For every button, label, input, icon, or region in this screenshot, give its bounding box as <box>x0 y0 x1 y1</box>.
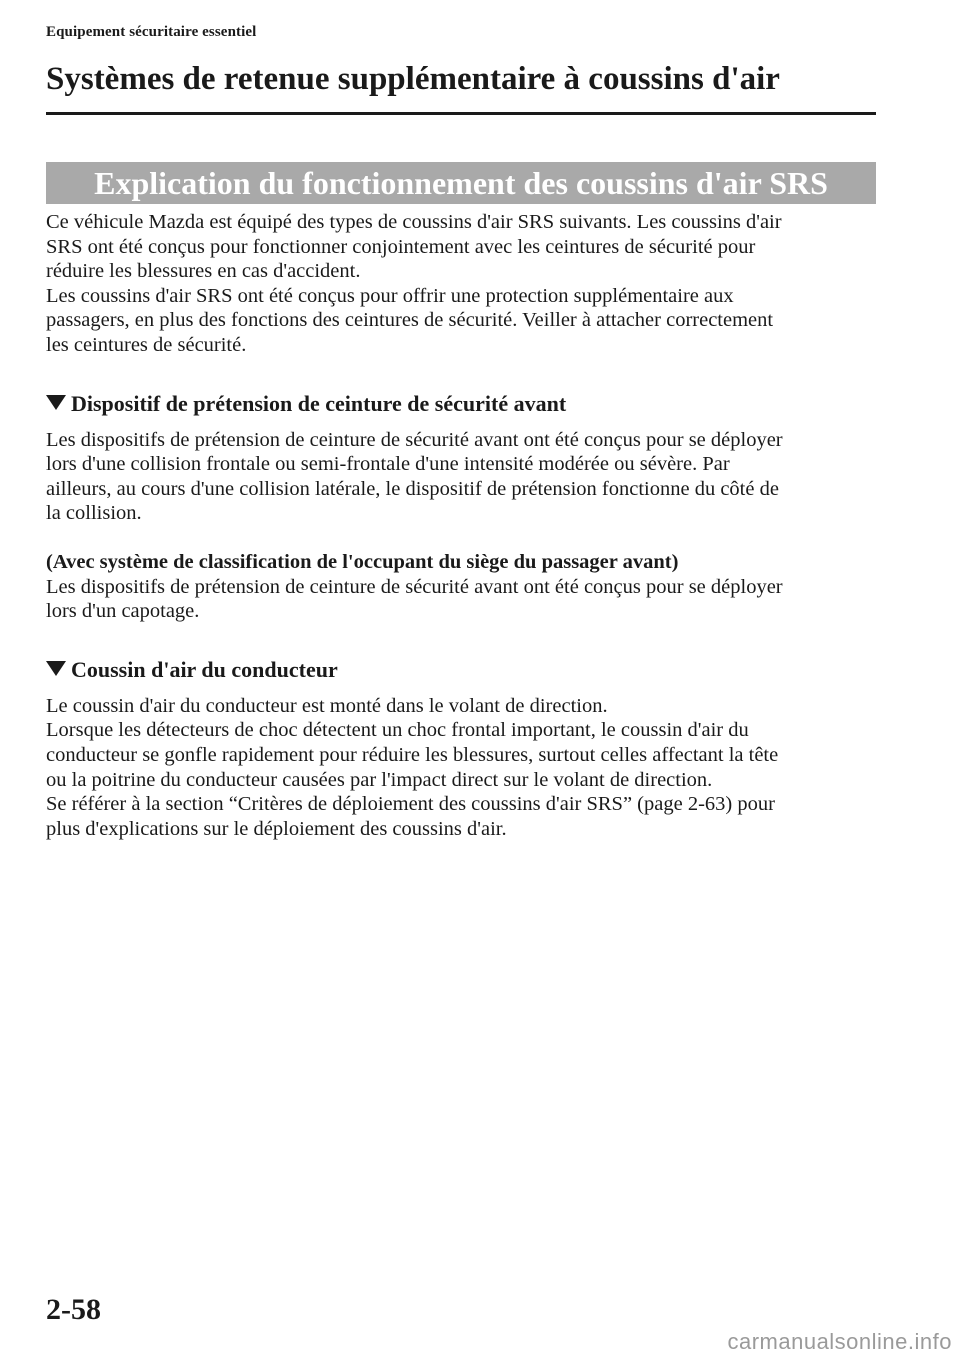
title-divider <box>46 112 876 115</box>
triangle-down-icon <box>46 661 66 676</box>
watermark-text: carmanualsonline.info <box>727 1329 952 1354</box>
page-content <box>46 210 876 841</box>
pretensioner-heading <box>46 390 876 418</box>
pretensioner-paragraph: Les dispositifs de prétension de ceinture de sécurité avant ont été conçus pour se déployer lors d'une collision frontale ou semi-frontale d'une intensité modérée ou sévère. Par ailleurs, au cours d'une collision latérale, le dispositif de prétension fonctionne du côté de la collision. <box>46 428 783 525</box>
driver-airbag-heading <box>46 656 876 684</box>
occupant-classification-note-body: Les dispositifs de prétension de ceinture de sécurité avant ont été conçus pour se déployer lors d'un capotage. <box>46 575 783 623</box>
intro-paragraph: Ce véhicule Mazda est équipé des types de coussins d'air SRS suivants. Les coussins d'air SRS ont été conçus pour fonctionner conjointement avec les ceintures de sécurité pour réduire les blessures en cas d'accident. Les coussins d'air SRS ont été conçus pour offrir une protection supplémentaire aux passagers, en plus des fonctions des ceintures de sécurité. Veiller à attacher correctement les ceintures de sécurité. <box>46 211 782 356</box>
page-number: 2-58 <box>46 1293 101 1326</box>
driver-airbag-paragraph: Le coussin d'air du conducteur est monté dans le volant de direction. Lorsque les détecteurs de choc détectent un choc frontal important, le coussin d'air du conducteur se gonfle rapidement pour réduire les blessures, surtout celles affectant la tête ou la poitrine du conducteur causées par l'impact direct sur le volant de direction. Se référer à la section “Critères de déploiement des coussins d'air SRS” (page 2-63) pour plus d'explications sur le déploiement des coussins d'air. <box>46 694 779 840</box>
driver-airbag-heading-text: Coussin d'air du conducteur <box>71 656 338 682</box>
chapter-label: Equipement sécuritaire essentiel <box>46 24 257 40</box>
page-title: Systèmes de retenue supplémentaire à coussins d'air <box>46 61 780 97</box>
pretensioner-heading-text: Dispositif de prétension de ceinture de sécurité avant <box>71 390 567 416</box>
occupant-classification-note-heading: (Avec système de classification de l'occupant du siège du passager avant) <box>46 550 679 573</box>
section-banner: Explication du fonctionnement des coussins d'air SRS <box>46 162 876 204</box>
triangle-down-icon <box>46 395 66 410</box>
